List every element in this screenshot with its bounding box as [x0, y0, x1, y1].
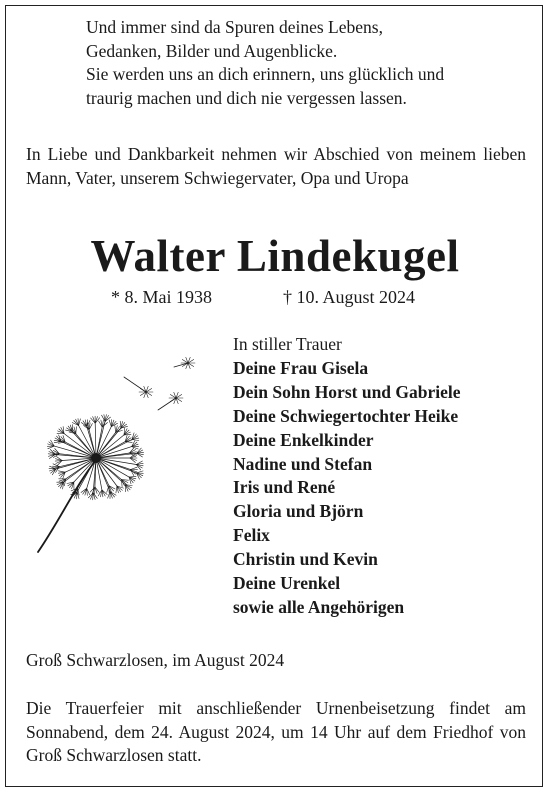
mourner-entry: Gloria und Björn — [233, 501, 364, 522]
poem-line: traurig machen und dich nie vergessen lassen. — [86, 87, 407, 108]
death-date: † 10. August 2024 — [283, 287, 416, 307]
mourner-entry: Christin und Kevin — [233, 549, 378, 570]
place-date: Groß Schwarzlosen, im August 2024 — [26, 650, 285, 670]
poem-line: Gedanken, Bilder und Augenblicke. — [86, 40, 338, 61]
mourner-entry: Deine Enkelkinder — [233, 429, 374, 450]
mourner-entry: Deine Frau Gisela — [233, 357, 369, 378]
service-info: Die Trauerfeier mit anschließender Urnenbeisetzung findet am Sonnabend, dem 24. August 2024, um 14 Uhr auf dem Friedhof von Groß Schwarzlosen statt. — [26, 698, 526, 765]
mourners-list — [233, 333, 533, 620]
mourner-entry: sowie alle Angehörigen — [233, 596, 405, 617]
birth-date: * 8. Mai 1938 — [111, 287, 212, 307]
poem-line: Und immer sind da Spuren deines Lebens, — [86, 17, 383, 37]
poem-line: Sie werden uns an dich erinnern, uns glücklich und — [86, 64, 445, 84]
mourner-entry: Felix — [233, 525, 270, 546]
mourner-entry: Dein Sohn Horst und Gabriele — [233, 381, 461, 402]
deceased-name: Walter Lindekugel — [90, 231, 460, 281]
poem — [86, 16, 536, 110]
mourner-entry: Deine Schwiegertochter Heike — [233, 405, 459, 426]
intro-text: In Liebe und Dankbarkeit nehmen wir Abschied von meinem lieben Mann, Vater, unserem Schwiegervater, Opa und Uropa — [26, 144, 526, 188]
mourners-heading: In stiller Trauer — [233, 334, 342, 354]
mourner-entry: Deine Urenkel — [233, 573, 341, 594]
mourner-entry: Iris und René — [233, 477, 336, 498]
dandelion-icon — [26, 345, 226, 560]
mourner-entry: Nadine und Stefan — [233, 453, 373, 474]
